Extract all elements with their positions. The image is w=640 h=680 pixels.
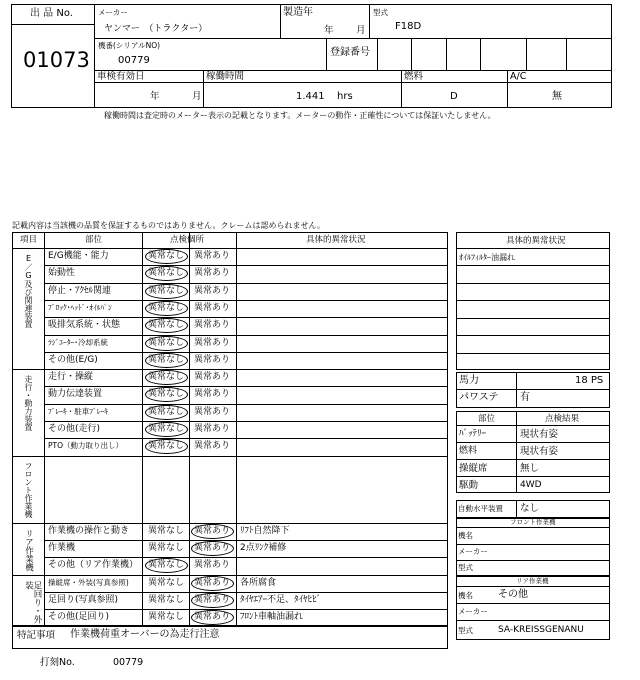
divider bbox=[236, 232, 237, 625]
selection-circle bbox=[145, 284, 188, 299]
part-name: E/G機能・能力 bbox=[48, 251, 109, 261]
auto-level-value: なし bbox=[520, 503, 540, 514]
ok-option[interactable]: 異常なし bbox=[148, 594, 185, 605]
year-unit: 年 bbox=[324, 25, 334, 36]
divider bbox=[456, 283, 610, 284]
divider bbox=[44, 592, 448, 593]
selection-circle bbox=[191, 593, 234, 608]
part-name: 作業機 bbox=[48, 542, 76, 553]
cabin-label: 操縦席 bbox=[459, 463, 488, 474]
divider bbox=[516, 372, 517, 408]
auto-level-label: 自動水平装置 bbox=[458, 504, 503, 513]
part-name: 始動性 bbox=[48, 268, 76, 279]
power-label: 馬力 bbox=[459, 375, 479, 386]
month-unit: 月 bbox=[356, 25, 366, 36]
group-label: 走行・動力装置 bbox=[24, 375, 33, 432]
divider bbox=[456, 442, 610, 443]
part-name: PTO（動力取り出し） bbox=[48, 441, 124, 451]
ac-label: A/C bbox=[510, 71, 527, 82]
lot-number: 01073 bbox=[23, 48, 90, 72]
divider bbox=[456, 586, 610, 587]
ng-option[interactable]: 異常あり bbox=[194, 389, 231, 400]
divider bbox=[203, 70, 204, 108]
stamp-label: 打刻No. bbox=[40, 657, 75, 668]
part-name: 操縦席・外装(写真参照) bbox=[48, 577, 129, 587]
detail-text: 2点ﾘﾝｸ補修 bbox=[240, 542, 287, 553]
divider bbox=[377, 38, 378, 70]
ok-option[interactable]: 異常なし bbox=[148, 525, 185, 536]
quality-note: 記載内容は当該機の品質を保証するものではありません。クレームは認められません。 bbox=[12, 221, 325, 230]
divider bbox=[44, 557, 448, 558]
divider bbox=[507, 70, 508, 108]
divider bbox=[12, 626, 448, 627]
year-label: 製造年 bbox=[283, 7, 313, 18]
part-name: 停止・ｱｸｾﾙ関連 bbox=[48, 285, 112, 296]
fuel-check-label: 燃料 bbox=[459, 446, 478, 456]
divider bbox=[456, 300, 610, 301]
model-value: F18D bbox=[395, 21, 422, 32]
ok-option[interactable]: 異常なし bbox=[148, 542, 185, 553]
lot-label: 出 品 No. bbox=[30, 8, 73, 19]
divider bbox=[189, 232, 190, 625]
divider bbox=[369, 4, 370, 38]
part-name: 走行・操縦 bbox=[48, 372, 94, 383]
inspection-label: 車検有効日 bbox=[97, 71, 145, 82]
part-name: その他(走行) bbox=[48, 424, 101, 434]
power-steering-value: 有 bbox=[520, 392, 530, 403]
serial-label: 機番(シリアルNO) bbox=[98, 41, 161, 50]
divider bbox=[456, 265, 610, 266]
divider bbox=[456, 527, 610, 528]
right-detail-line1: ｵｲﾙﾌｨﾙﾀｰ油漏れ bbox=[459, 253, 515, 262]
rear-implement-header: リア作業機 bbox=[516, 577, 549, 585]
group-label: リア作業機 bbox=[23, 528, 34, 572]
divider bbox=[44, 540, 448, 541]
ok-option[interactable]: 異常なし bbox=[148, 612, 185, 623]
front-maker-label: メーカー bbox=[458, 547, 488, 556]
divider bbox=[280, 4, 281, 38]
part-name: ﾌﾞﾚｰｷ・駐車ﾌﾞﾚｰｷ bbox=[48, 406, 108, 416]
detail-text: ﾌﾛﾝﾄ車軸油漏れ bbox=[240, 612, 304, 623]
divider bbox=[456, 544, 610, 545]
divider bbox=[44, 300, 448, 301]
inspection-month: 月 bbox=[192, 91, 202, 102]
part-header: 部位 bbox=[478, 414, 496, 424]
selection-circle bbox=[145, 405, 188, 420]
ok-option[interactable]: 異常なし bbox=[148, 560, 185, 571]
divider bbox=[94, 4, 95, 108]
divider bbox=[516, 411, 517, 493]
detail-text: 各所腐食 bbox=[240, 577, 277, 588]
ok-option[interactable]: 異常なし bbox=[148, 320, 185, 331]
ok-option[interactable]: 異常なし bbox=[148, 577, 185, 588]
divider bbox=[44, 317, 448, 318]
ok-option[interactable]: 異常なし bbox=[148, 302, 185, 313]
divider bbox=[44, 352, 448, 353]
ng-option[interactable]: 異常あり bbox=[194, 251, 231, 261]
part-name: ﾗｼﾞｴｰﾀｰ･冷却系統 bbox=[48, 337, 108, 347]
divider bbox=[411, 38, 412, 70]
fuel-value: D bbox=[450, 91, 458, 102]
cabin-value: 無し bbox=[520, 463, 540, 474]
divider bbox=[456, 335, 610, 336]
divider bbox=[44, 283, 448, 284]
front-model-label: 型式 bbox=[458, 563, 473, 572]
ok-option[interactable]: 異常なし bbox=[148, 424, 185, 434]
rear-model-label: 型式 bbox=[458, 626, 473, 635]
ok-option[interactable]: 異常なし bbox=[148, 372, 185, 383]
selection-circle bbox=[145, 249, 188, 264]
fuel-label: 燃料 bbox=[404, 71, 424, 82]
ac-value: 無 bbox=[552, 91, 562, 102]
divider bbox=[44, 609, 448, 610]
divider bbox=[44, 335, 448, 336]
detail-text: ﾀｲﾔｴｱｰ不足、ﾀｲﾔﾋﾋﾞ bbox=[240, 594, 322, 605]
selection-circle bbox=[191, 541, 234, 556]
divider bbox=[44, 386, 448, 387]
battery-label: ﾊﾞｯﾃﾘｰ bbox=[459, 429, 487, 439]
group-label: フロント作業機 bbox=[24, 461, 33, 518]
part-name: ﾌﾞﾛｯｸ･ﾍｯﾄﾞ･ｵｲﾙﾊﾟﾝ bbox=[48, 302, 112, 312]
rear-name-label: 機名 bbox=[458, 591, 473, 600]
part-name: 足回り(写真参照) bbox=[48, 594, 119, 605]
ng-option[interactable]: 異常あり bbox=[194, 525, 231, 536]
inspection-year: 年 bbox=[150, 91, 160, 102]
divider bbox=[446, 38, 447, 70]
serial-value: 00779 bbox=[118, 55, 150, 66]
ok-option[interactable]: 異常なし bbox=[148, 337, 185, 348]
ng-option[interactable]: 異常あり bbox=[194, 320, 231, 331]
selection-circle bbox=[191, 524, 234, 539]
divider bbox=[44, 404, 448, 405]
col-check-header: 点検個所 bbox=[170, 235, 205, 245]
result-header: 点検結果 bbox=[545, 414, 580, 424]
detail-text: ﾘﾌﾄ自然降下 bbox=[240, 525, 290, 536]
divider bbox=[456, 560, 610, 561]
divider bbox=[516, 500, 517, 518]
rear-name-value: その他 bbox=[498, 589, 528, 600]
ok-option[interactable]: 異常なし bbox=[148, 354, 185, 365]
front-implement-header: フロント作業機 bbox=[510, 518, 556, 526]
remarks-label: 特記事項 bbox=[17, 630, 56, 641]
divider bbox=[456, 603, 610, 604]
divider bbox=[11, 24, 95, 25]
rear-model-value: SA-KREISSGENANU bbox=[498, 625, 584, 635]
ng-option[interactable]: 異常あり bbox=[194, 560, 231, 571]
right-detail-header: 具体的異常状況 bbox=[506, 236, 566, 246]
part-name: 動力伝達装置 bbox=[48, 389, 103, 400]
group-label: 足回り・外装 bbox=[23, 580, 42, 623]
power-steering-label: パワステ bbox=[459, 392, 499, 403]
divider bbox=[326, 38, 327, 70]
ng-option[interactable]: 異常あり bbox=[194, 406, 231, 417]
ok-option[interactable]: 異常なし bbox=[148, 285, 185, 296]
drive-value: 4WD bbox=[520, 480, 542, 490]
fuel-check-value: 現状有姿 bbox=[520, 446, 559, 457]
registration-label: 登録番号 bbox=[330, 47, 370, 58]
divider bbox=[12, 575, 448, 576]
divider bbox=[456, 425, 610, 426]
ng-option[interactable]: 異常あり bbox=[194, 577, 231, 588]
divider bbox=[456, 476, 610, 477]
col-part-header: 部位 bbox=[85, 235, 103, 245]
ok-option[interactable]: 異常なし bbox=[148, 268, 185, 279]
group-label: E／G及び関連装置 bbox=[24, 254, 33, 328]
front-name-label: 機名 bbox=[458, 531, 473, 540]
selection-circle bbox=[145, 301, 188, 316]
ng-option[interactable]: 異常あり bbox=[194, 542, 231, 553]
divider bbox=[12, 369, 448, 370]
divider bbox=[12, 248, 448, 249]
drive-label: 駆動 bbox=[459, 480, 479, 491]
divider bbox=[456, 620, 610, 621]
part-name: 作業機の操作と動き bbox=[48, 525, 130, 536]
power-value: 18 PS bbox=[575, 375, 604, 386]
ok-option[interactable]: 異常なし bbox=[148, 389, 185, 400]
divider bbox=[94, 70, 612, 71]
ng-option[interactable]: 異常あり bbox=[194, 594, 231, 605]
ok-option[interactable]: 異常なし bbox=[148, 406, 185, 417]
divider bbox=[456, 353, 610, 354]
ng-option[interactable]: 異常あり bbox=[194, 337, 231, 348]
divider bbox=[12, 456, 448, 457]
selection-circle bbox=[145, 353, 188, 368]
ng-option[interactable]: 異常あり bbox=[194, 372, 231, 383]
part-name: その他(E/G) bbox=[48, 354, 98, 365]
selection-circle bbox=[191, 576, 234, 591]
maker-label: メーカー bbox=[98, 8, 128, 17]
battery-value: 現状有姿 bbox=[520, 429, 559, 440]
divider bbox=[566, 38, 567, 70]
ok-option[interactable]: 異常なし bbox=[148, 251, 185, 261]
divider bbox=[456, 389, 610, 390]
col-detail-header: 具体的異常状況 bbox=[306, 235, 366, 245]
divider bbox=[44, 232, 45, 625]
part-name: その他（リア作業機） bbox=[48, 560, 139, 571]
hours-note: 稼働時間は査定時のメーター表示の記載となります。メーターの動作・正確性については保証いたしません。 bbox=[104, 111, 496, 120]
selection-circle bbox=[145, 336, 188, 351]
divider bbox=[456, 459, 610, 460]
remarks-text: 作業機荷重オーバーの為走行注意 bbox=[70, 629, 220, 640]
model-label: 型式 bbox=[373, 8, 388, 17]
ng-option[interactable]: 異常あり bbox=[194, 612, 231, 623]
hours-value: 1.441 bbox=[296, 91, 325, 102]
divider bbox=[12, 523, 448, 524]
ng-option[interactable]: 異常あり bbox=[194, 268, 231, 279]
hours-label: 稼働時間 bbox=[206, 71, 245, 82]
ng-option[interactable]: 異常あり bbox=[194, 285, 231, 296]
divider bbox=[401, 70, 402, 108]
divider bbox=[44, 421, 448, 422]
part-name: その他(足回り) bbox=[48, 612, 110, 623]
hours-unit: hrs bbox=[337, 91, 353, 102]
divider bbox=[456, 248, 610, 249]
selection-circle bbox=[145, 422, 188, 437]
selection-circle bbox=[191, 610, 234, 625]
divider bbox=[44, 438, 448, 439]
col-item-header: 項目 bbox=[20, 235, 38, 245]
ng-option[interactable]: 異常あり bbox=[194, 302, 231, 313]
ng-option[interactable]: 異常あり bbox=[194, 441, 231, 452]
divider bbox=[44, 265, 448, 266]
part-name: 吸排気系統・状態 bbox=[48, 320, 121, 331]
ng-option[interactable]: 異常あり bbox=[194, 424, 231, 434]
stamp-value: 00779 bbox=[113, 657, 144, 668]
maker-value: ヤンマー （トラクター） bbox=[104, 24, 208, 34]
ok-option[interactable]: 異常なし bbox=[148, 441, 185, 452]
rear-maker-label: メーカー bbox=[458, 607, 488, 616]
divider bbox=[94, 82, 612, 83]
divider bbox=[94, 38, 612, 39]
divider bbox=[480, 38, 481, 70]
ng-option[interactable]: 異常あり bbox=[194, 354, 231, 365]
divider bbox=[142, 232, 143, 625]
selection-circle bbox=[145, 370, 188, 385]
divider bbox=[456, 318, 610, 319]
divider bbox=[526, 38, 527, 70]
